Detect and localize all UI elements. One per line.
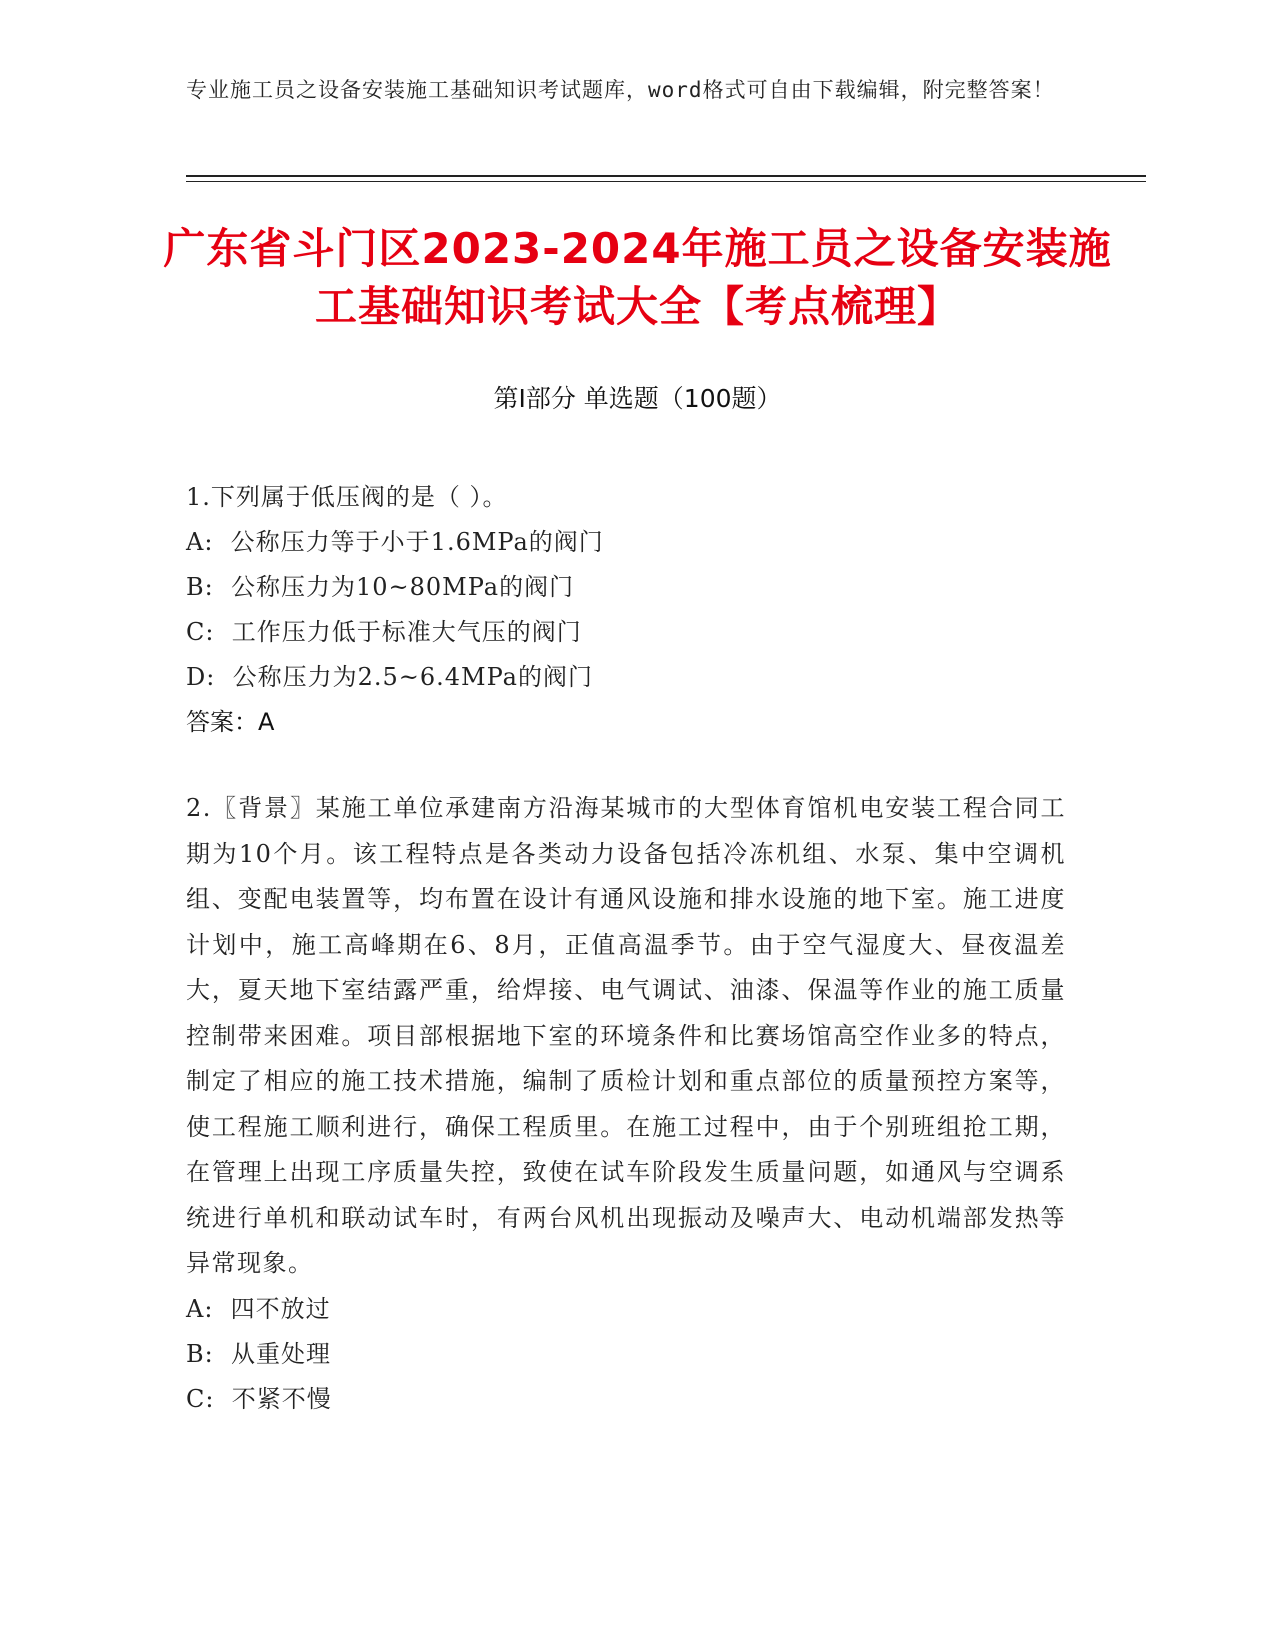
option-d: D: 公称压力为2.5~6.4MPa的阀门	[186, 663, 593, 691]
option-c: C: 不紧不慢	[186, 1384, 332, 1413]
header-divider-thin	[186, 181, 1146, 182]
header-note: 专业施工员之设备安装施工基础知识考试题库，word格式可自由下载编辑，附完整答案！	[186, 78, 1055, 102]
question-list	[186, 475, 1066, 1422]
question-1	[186, 475, 1066, 745]
option-a: A: 四不放过	[186, 1294, 331, 1323]
document-title: 广东省斗门区2023-2024年施工员之设备安装施工基础知识考试大全【考点梳理】	[163, 224, 1112, 331]
question-2	[186, 786, 1066, 1422]
option-b: B: 从重处理	[186, 1339, 331, 1368]
option-b: B: 公称压力为10~80MPa的阀门	[186, 573, 575, 601]
question-stem: 1.下列属于低压阀的是（ ）。	[186, 483, 508, 511]
option-c: C: 工作压力低于标准大气压的阀门	[186, 618, 582, 646]
question-stem: 2.〖背景〗某施工单位承建南方沿海某城市的大型体育馆机电安装工程合同工期为10个月。该工程特点是各类动力设备包括冷冻机组、水泵、集中空调机组、变配电装置等，均布置在设计有通风设施和排水设施的地下室。施工进度计划中，施工高峰期在6、8月，正值高温季节。由于空气湿度大、昼夜温差大，夏天地下室结露严重，给焊接、电气调试、油漆、保温等作业的施工质量控制带来困难。项目部根据地下室的环境条件和比赛场馆高空作业多的特点，制定了相应的施工技术措施，编制了质检计划和重点部位的质量预控方案等，使工程施工顺利进行，确保工程质里。在施工过程中，由于个别班组抢工期，在管理上出现工序质量失控，致使在试车阶段发生质量问题，如通风与空调系统进行单机和联动试车时，有两台风机出现振动及噪声大、电动机端部发热等异常现象。	[186, 794, 1066, 1277]
option-a: A: 公称压力等于小于1.6MPa的阀门	[186, 528, 604, 556]
answer-text: 答案：A	[186, 708, 275, 736]
section-heading: 第I部分 单选题（100题）	[493, 384, 782, 413]
header-divider-thick	[186, 175, 1146, 177]
